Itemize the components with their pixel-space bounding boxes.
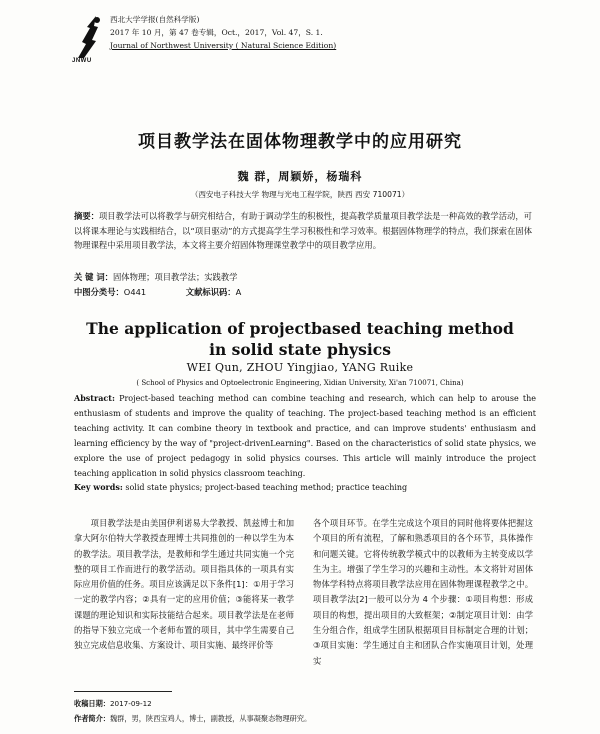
- footnote-received-date: 2017-09-12: [109, 699, 152, 708]
- journal-issue-line: 2017 年 10 月，第 47 卷专辑，Oct.，2017，Vol. 47，S. 1.: [110, 28, 323, 37]
- affiliation-cn: （西安电子科技大学 物理与光电工程学院，陕西 西安 710071）: [190, 190, 410, 199]
- paper-title-en-line1: The application of projectbased teaching method: [86, 319, 514, 338]
- paper-title-en: [0, 318, 600, 360]
- clc-value: O441: [123, 287, 147, 297]
- abstract-cn-label: 摘要：: [74, 211, 99, 221]
- footnote-author: [74, 714, 311, 724]
- footnote-received: [74, 699, 152, 709]
- doc-code-label: 文献标识码：: [185, 287, 236, 297]
- body-column-right: 各个项目环节。在学生完成这个项目的同时他将要体把握这个项目的所有流程，了解和熟悉项目的各个环节，具体操作和问题关键。它将传统教学模式中的以教师为主转变成以学生为主。增强了学生学习的兴趣和主动性。本文将针对固体物体学科特点将项目教学法应用在固体物理课程教学之中。项目教学法[2]一般可以分为 4 个步骤：①项目构想：形成项目的构想，提出项目的大致框架；②制定项目计划：由学生分组合作，组成学生团队根据项目目标制定合理的计划；③项目实施：学生通过自主和团队合作实施项目计划，处理实: [313, 518, 533, 666]
- abstract-cn: [74, 209, 532, 253]
- abstract-en: [74, 391, 536, 481]
- footnote-author-text: 魏群，男，陕西宝鸡人，博士，副教授，从事凝聚态物理研究。: [109, 714, 312, 723]
- keywords-cn: [74, 271, 237, 283]
- keywords-cn-text: 固体物理；项目教学法；实践教学: [112, 272, 238, 282]
- authors-cn: 魏 群，周颖娇，杨瑞科: [237, 170, 363, 183]
- journal-logo-icon: [72, 14, 106, 60]
- keywords-en: [74, 482, 407, 492]
- keywords-cn-label: 关 键 词：: [74, 272, 113, 282]
- classification-line: [74, 286, 241, 298]
- body-column-left: 项目教学法是由美国伊利诺易大学教授、凯兹博士和加拿大阿尔伯特大学教授查理博士共同推创的一种以学生为本的教学法。项目教学法，是教师和学生通过共同实施一个完整的项目工作而进行的教学活动。项目指具体的一项具有实际应用价值的任务。项目应该满足以下条件[1]：①用于学习一定的教学内容；②具有一定的应用价值；③能将某一教学课题的理论知识和实际技能结合起来。项目教学法是在老师的指导下独立完成一个老师布置的项目，其中学生需要自己独立完成信息收集、方案设计、项目实施、最终评价等: [74, 518, 294, 651]
- authors-en: WEI Qun, ZHOU Yingjiao, YANG Ruike: [186, 361, 414, 374]
- affiliation-en: ( School of Physics and Optoelectronic Engineering, Xidian University, Xi'an 710071, China): [136, 379, 464, 387]
- clc-label: 中图分类号：: [74, 287, 124, 297]
- paper-title-cn: 项目教学法在固体物理教学中的应用研究: [138, 132, 462, 152]
- paper-title-en-line2: in solid state physics: [209, 340, 391, 359]
- abstract-en-label: Abstract:: [74, 393, 115, 403]
- journal-logo-text: JNWU: [72, 58, 92, 64]
- keywords-en-label: Key words:: [74, 482, 123, 492]
- abstract-cn-text: 项目教学法可以将教学与研究相结合，有助于调动学生的积极性，提高教学质量项目教学法是一种高效的教学活动，可以将课本理论与实践相结合，以“项目驱动”的方式提高学生学习积极性和学习效率。根据固体物理学的特点，我们探索在固体物理课程中采用项目教学法，本文将主要介绍固体物理课堂教学中的项目教学应用。: [74, 211, 532, 251]
- footnote-received-label: 收稿日期：: [74, 699, 110, 708]
- doc-code-value: A: [235, 287, 242, 297]
- keywords-en-text: solid state physics; project-based teaching method; practice teaching: [125, 483, 408, 492]
- footnote-author-label: 作者简介：: [74, 714, 110, 723]
- footnote-rule: [74, 691, 172, 692]
- abstract-en-text: Project-based teaching method can combine teaching and research, which can help to arouse the enthusiasm of students and improve the quality of teaching. The project-based teaching method is an efficient teaching activity. It can combine theory in textbook and practice, and can improve students' enthusiasm and learning efficiency by the way of "project-drivenLearning". Based on the characteristics of solid state physics, we explore the use of project pedagogy in solid physics courses. This article will mainly introduce the project teaching application in solid physics classroom teaching.: [74, 394, 537, 478]
- journal-name-en: Journal of Northwest University ( Natural Science Edition): [110, 41, 337, 50]
- journal-name-cn: 西北大学学报(自然科学版): [110, 15, 200, 24]
